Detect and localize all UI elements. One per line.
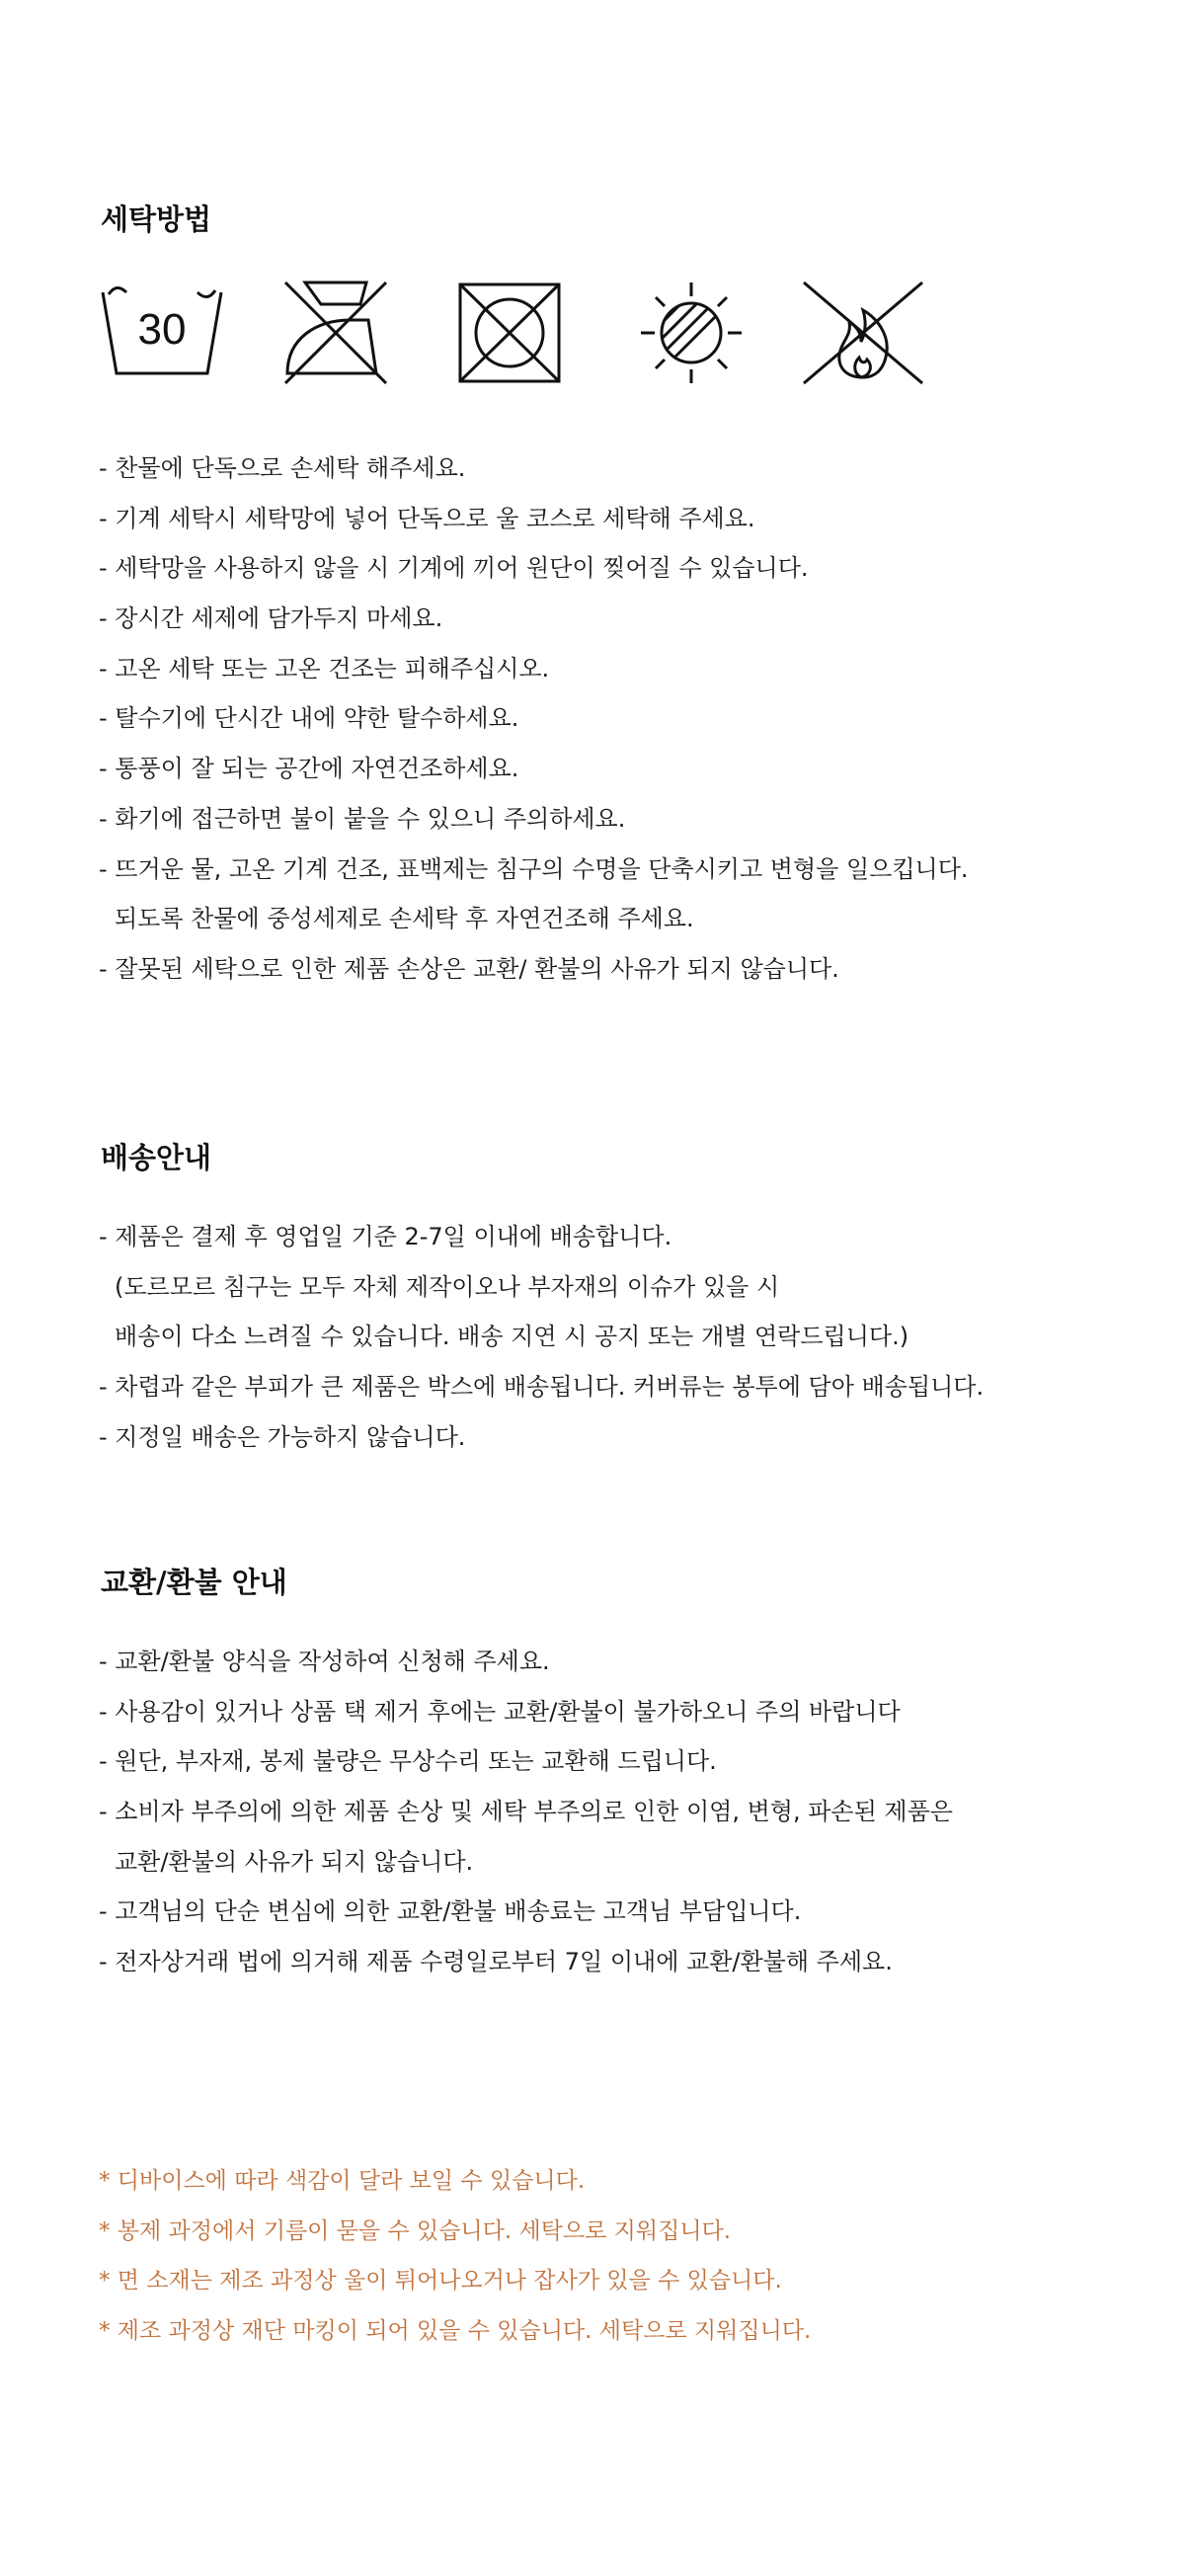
wash-temperature-label: 30	[137, 305, 187, 354]
list-item: - 찬물에 단독으로 손세탁 해주세요.	[99, 454, 466, 482]
list-item: 배송이 다소 느려질 수 있습니다. 배송 지연 시 공지 또는 개별 연락드립니다.)	[115, 1323, 909, 1351]
list-item: - 전자상거래 법에 의거해 제품 수령일로부터 7일 이내에 교환/환불해 주세요.	[99, 1948, 893, 1976]
note-item: * 제조 과정상 재단 마킹이 되어 있을 수 있습니다. 세탁으로 지워집니다.	[99, 2318, 812, 2345]
list-item: 교환/환불의 사유가 되지 않습니다.	[115, 1847, 474, 1876]
exchange-title: 교환/환불 안내	[101, 1566, 287, 1599]
note-item: * 봉제 과정에서 기름이 묻을 수 있습니다. 세탁으로 지워집니다.	[99, 2217, 732, 2244]
list-item: - 통풍이 잘 되는 공간에 자연건조하세요.	[99, 755, 519, 783]
list-item: - 기계 세탁시 세탁망에 넣어 단독으로 울 코스로 세탁해 주세요.	[99, 504, 755, 532]
do-not-tumble-dry-icon	[456, 279, 563, 387]
list-item: - 탈수기에 단시간 내에 약한 탈수하세요.	[99, 704, 519, 733]
exchange-info	[99, 1637, 953, 1987]
list-item: - 세탁망을 사용하지 않을 시 기계에 끼어 원단이 찢어질 수 있습니다.	[99, 554, 809, 583]
care-icons	[99, 279, 928, 387]
list-item: - 고객님의 단순 변심에 의한 교환/환불 배송료는 고객님 부담입니다.	[99, 1897, 802, 1926]
list-item: - 제품은 결제 후 영업일 기준 2-7일 이내에 배송합니다.	[99, 1223, 672, 1250]
list-item: - 소비자 부주의에 의한 제품 손상 및 세탁 부주의로 인한 이염, 변형, 파손된 제품은	[99, 1798, 953, 1826]
list-item: - 화기에 접근하면 불이 붙을 수 있으니 주의하세요.	[99, 804, 626, 833]
list-item: - 원단, 부자재, 봉제 불량은 무상수리 또는 교환해 드립니다.	[99, 1747, 717, 1776]
list-item: (도르모르 침구는 모두 자체 제작이오나 부자재의 이슈가 있을 시	[115, 1272, 780, 1301]
list-item: - 차렵과 같은 부피가 큰 제품은 박스에 배송됩니다. 커버류는 봉투에 담아 배송됩니다.	[99, 1373, 985, 1402]
list-item: - 뜨거운 물, 고온 기계 건조, 표백제는 침구의 수명을 단축시키고 변형을 일으킵니다.	[99, 854, 969, 883]
list-item: - 지정일 배송은 가능하지 않습니다.	[99, 1422, 466, 1451]
list-item: - 장시간 세제에 담가두지 마세요.	[99, 604, 443, 633]
no-fire-icon	[800, 279, 926, 387]
do-not-iron-icon	[281, 279, 390, 387]
shipping-info	[99, 1212, 984, 1462]
hand-wash-30-icon	[99, 279, 225, 387]
note-item: * 면 소재는 제조 과정상 울이 튀어나오거나 잡사가 있을 수 있습니다.	[99, 2268, 782, 2294]
list-item: - 사용감이 있거나 상품 택 제거 후에는 교환/환불이 불가하오니 주의 바랍니다	[99, 1697, 901, 1726]
list-item: 되도록 찬물에 중성세제로 손세탁 후 자연건조해 주세요.	[115, 905, 694, 933]
note-item: * 디바이스에 따라 색감이 달라 보일 수 있습니다.	[99, 2168, 586, 2194]
product-notes	[99, 2156, 811, 2357]
washing-instructions	[99, 443, 969, 995]
list-item: - 교환/환불 양식을 작성하여 신청해 주세요.	[99, 1648, 550, 1675]
dry-in-shade-icon	[637, 279, 746, 387]
list-item: - 고온 세탁 또는 고온 건조는 피해주십시오.	[99, 654, 550, 683]
list-item: - 잘못된 세탁으로 인한 제품 손상은 교환/ 환불의 사유가 되지 않습니다.	[99, 954, 839, 983]
washing-title: 세탁방법	[101, 202, 212, 236]
shipping-title: 배송안내	[101, 1141, 212, 1174]
